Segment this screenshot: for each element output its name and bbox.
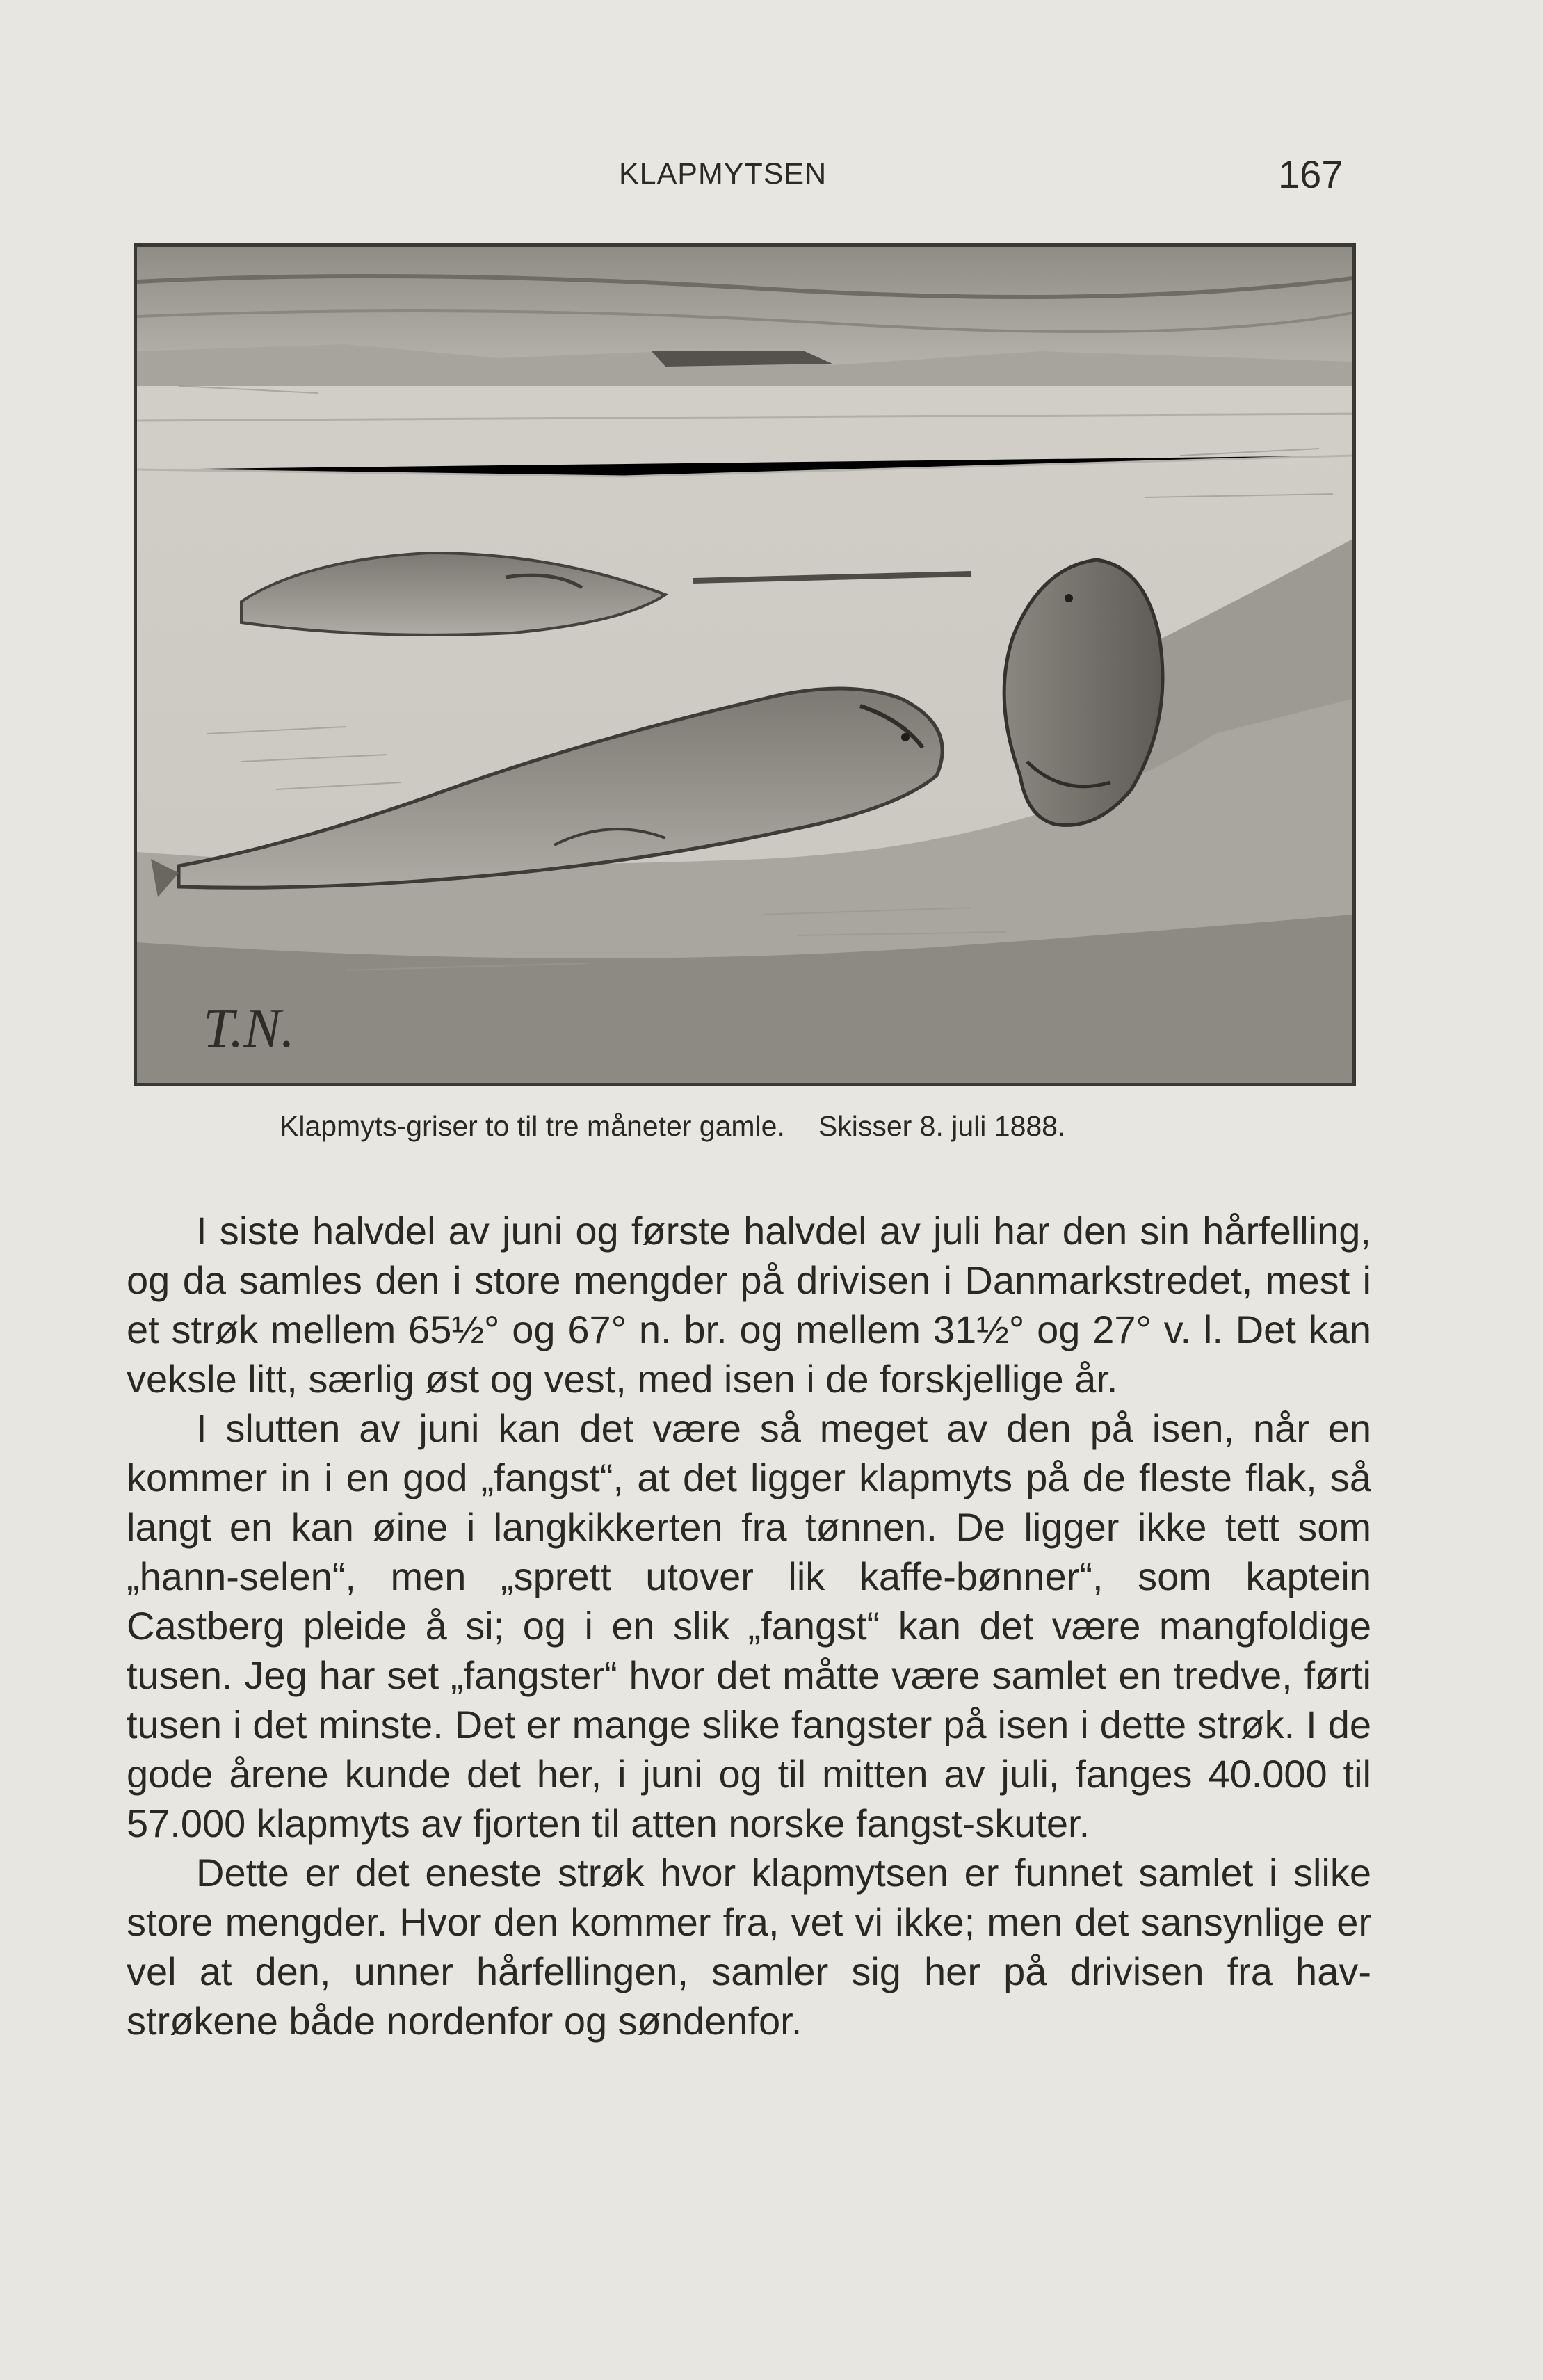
artist-signature: T.N. — [203, 998, 295, 1059]
running-title: KLAPMYTSEN — [619, 157, 827, 191]
paragraph: Dette er det eneste strøk hvor klapmytsen er funnet samlet i slike store mengder. Hvor den kommer fra, vet vi ikke; men det sansynlige er vel at den, unner hårfellingen, samler sig her på drivisen fra hav-strøkene både nordenfor og søndenfor. — [127, 1851, 1371, 2043]
running-head — [0, 152, 1543, 200]
page-number: 167 — [1278, 152, 1343, 196]
paragraph: I siste halvdel av juni og første halvdel av juli har den sin hårfelling, og da samles den i store mengder på drivisen i Danmarkstredet, mest i et strøk mellem 65½° og 67° n. br. og mellem 31½° og 27° v. l. Det kan veksle litt, særlig øst og vest, med isen i de forskjellige år. — [127, 1209, 1371, 1401]
caption-date: Skisser 8. juli 1888. — [818, 1110, 1066, 1142]
paragraph: I slutten av juni kan det være så meget av den på isen, når en kommer in i en god „fangst“, at det ligger klapmyts på de fleste flak, så langt en kan øine i langkikkerten fra tønnen. De ligger ikke tett som „hann-selen“, men „sprett utover lik kaffe-bønner“, som kaptein Castberg pleide å si; og i en slik „fangst“ kan det være mangfoldige tusen. Jeg har set „fangster“ hvor det måtte være samlet en tredve, førti tusen i det minste. Det er mange slike fangster på isen i dette strøk. I de gode årene kunde det her, i juni og til mitten av juli, fanges 40.000 til 57.000 klapmyts av fjorten til atten norske fangst-skuter. — [127, 1406, 1371, 1845]
figure-caption — [280, 1110, 1065, 1143]
seal-sketch-illustration — [134, 243, 1356, 1086]
caption-text: Klapmyts-griser to til tre måneter gamle. — [280, 1110, 785, 1142]
body-text — [127, 1206, 1371, 2045]
seal-sketch-drawing — [137, 247, 1352, 1083]
